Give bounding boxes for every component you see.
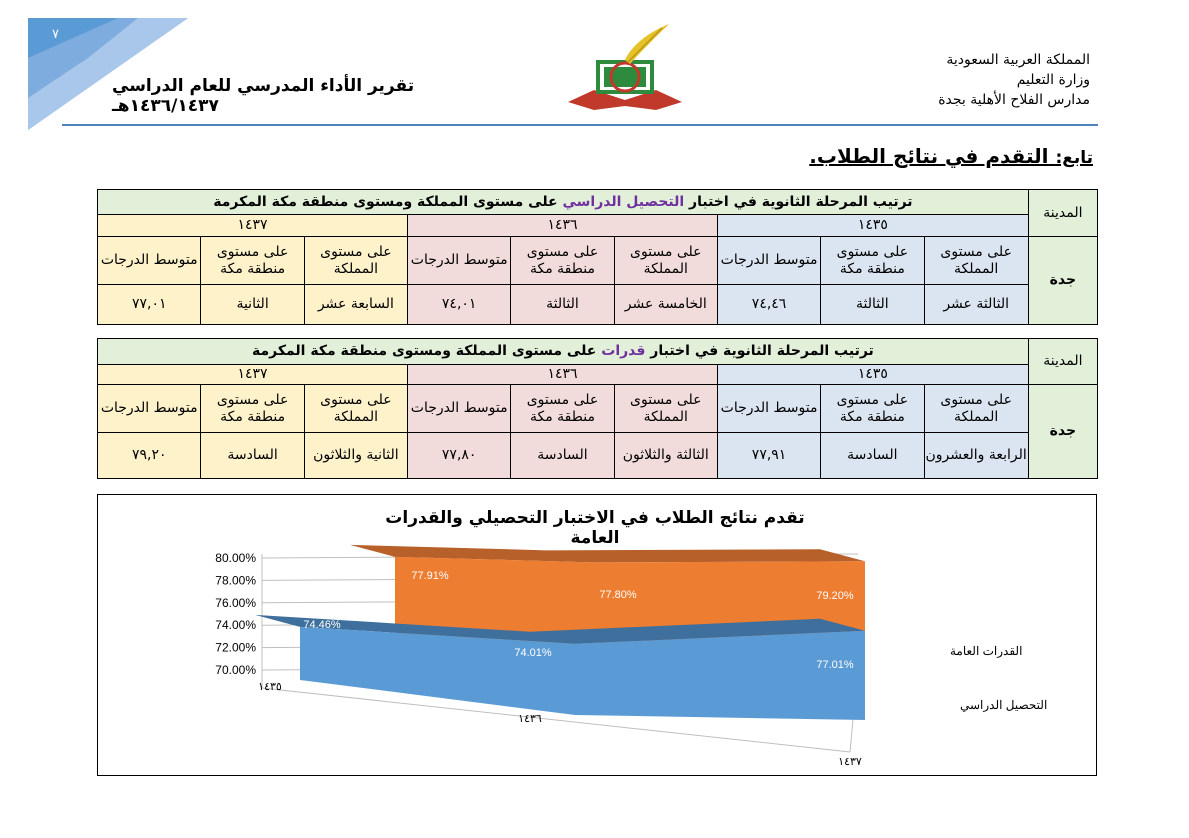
sub-header: على مستوى منطقة مكة xyxy=(821,385,924,433)
data-label: 74.01% xyxy=(514,647,552,659)
caption-after: على مستوى المملكة ومستوى منطقة مكة المكرمة xyxy=(252,343,602,359)
sub-header: متوسط الدرجات xyxy=(408,237,511,285)
y-tick-label: 74.00% xyxy=(215,618,256,633)
value-cell: ٧٤,٤٦ xyxy=(717,285,820,325)
legend-label: التحصيل الدراسي xyxy=(960,698,1048,712)
value-cell: السابعة عشر xyxy=(304,285,407,325)
x-tick-label: ١٤٣٥ xyxy=(258,681,282,693)
org-line-school: مدارس الفلاح الأهلية بجدة xyxy=(938,92,1090,108)
city-cell: جدة xyxy=(1028,385,1097,479)
year-header: ١٤٣٥ xyxy=(717,215,1028,237)
sub-header: على مستوى المملكة xyxy=(614,385,717,433)
year-header: ١٤٣٥ xyxy=(717,365,1028,385)
sub-header: على مستوى المملكة xyxy=(924,237,1028,285)
value-cell: ٧٩,٢٠ xyxy=(98,433,201,479)
sub-header: متوسط الدرجات xyxy=(717,385,820,433)
caption-before: ترتيب المرحلة الثانوية في اختبار xyxy=(645,343,874,359)
section-title: التقدم في نتائج الطلاب xyxy=(816,144,1049,168)
y-tick-label: 76.00% xyxy=(215,595,256,610)
city-cell: جدة xyxy=(1028,237,1097,325)
org-line-country: المملكة العربية السعودية xyxy=(946,52,1090,68)
sub-header: على مستوى منطقة مكة xyxy=(201,237,304,285)
data-label: 74.46% xyxy=(303,619,341,631)
page-number: ٧ xyxy=(52,27,59,42)
sub-header: على مستوى المملكة xyxy=(304,237,407,285)
y-tick-label: 80.00% xyxy=(215,551,256,565)
sub-header: متوسط الدرجات xyxy=(98,237,201,285)
city-header: المدينة xyxy=(1028,339,1097,385)
caption-highlight: التحصيل الدراسي xyxy=(562,193,685,210)
sub-header: على مستوى المملكة xyxy=(924,385,1028,433)
year-header: ١٤٣٧ xyxy=(98,365,408,385)
data-label: 77.80% xyxy=(599,589,637,601)
y-tick-label: 70.00% xyxy=(215,663,256,677)
caption-highlight: قدرات xyxy=(601,343,646,359)
value-cell: السادسة xyxy=(511,433,614,479)
x-tick-label: ١٤٣٧ xyxy=(838,756,862,768)
city-header: المدينة xyxy=(1028,190,1097,237)
value-cell: الثالثة xyxy=(821,285,924,325)
caption-before: ترتيب المرحلة الثانوية في اختبار xyxy=(684,193,913,210)
sub-header: على مستوى المملكة xyxy=(614,237,717,285)
value-cell: السادسة xyxy=(821,433,924,479)
sub-header: على مستوى منطقة مكة xyxy=(511,237,614,285)
year-header: ١٤٣٦ xyxy=(408,365,718,385)
caption-after: على مستوى المملكة ومستوى منطقة مكة المكرمة xyxy=(213,193,563,210)
value-cell: ٧٧,٩١ xyxy=(717,433,820,479)
value-cell: الثانية والثلاثون xyxy=(304,433,407,479)
value-cell: الثانية xyxy=(201,285,304,325)
value-cell: الرابعة والعشرون xyxy=(924,433,1028,479)
value-cell: الثالثة عشر xyxy=(924,285,1028,325)
sub-header: متوسط الدرجات xyxy=(408,385,511,433)
value-cell: الخامسة عشر xyxy=(614,285,717,325)
data-label: 77.91% xyxy=(411,570,449,582)
section-trailing: . xyxy=(809,144,817,168)
sub-header: متوسط الدرجات xyxy=(717,237,820,285)
legend-label: القدرات العامة xyxy=(950,644,1023,658)
year-header: ١٤٣٧ xyxy=(98,215,408,237)
org-line-ministry: وزارة التعليم xyxy=(1016,72,1090,88)
y-tick-label: 78.00% xyxy=(215,573,256,588)
chart-title: تقدم نتائج الطلاب في الاختبار التحصيلي والقدرات العامة xyxy=(385,508,805,548)
sub-header: على مستوى منطقة مكة xyxy=(821,237,924,285)
value-cell: ٧٤,٠١ xyxy=(408,285,511,325)
value-cell: ٧٧,٠١ xyxy=(98,285,201,325)
y-tick-label: 72.00% xyxy=(215,640,256,655)
sub-header: على مستوى منطقة مكة xyxy=(511,385,614,433)
value-cell: الثالثة والثلاثون xyxy=(614,433,717,479)
sub-header: على مستوى المملكة xyxy=(304,385,407,433)
data-label: 79.20% xyxy=(816,590,854,602)
document-title: تقرير الأداء المدرسي للعام الدراسي ١٤٣٦/١٤٣٧هـ xyxy=(112,76,415,116)
year-header: ١٤٣٦ xyxy=(408,215,718,237)
data-label: 77.01% xyxy=(816,659,854,671)
sub-header: على مستوى منطقة مكة xyxy=(201,385,304,433)
value-cell: الثالثة xyxy=(511,285,614,325)
section-prefix: تابع: xyxy=(1055,148,1093,168)
value-cell: ٧٧,٨٠ xyxy=(408,433,511,479)
sub-header: متوسط الدرجات xyxy=(98,385,201,433)
value-cell: السادسة xyxy=(201,433,304,479)
x-tick-label: ١٤٣٦ xyxy=(518,713,542,725)
